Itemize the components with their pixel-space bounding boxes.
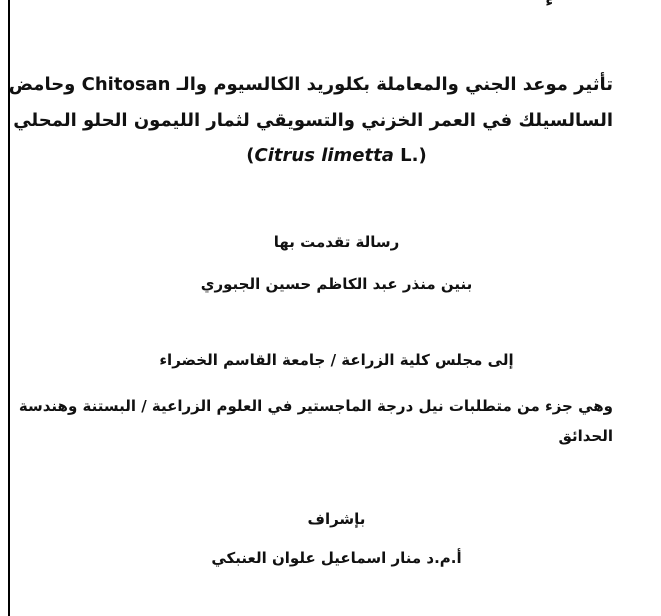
thesis-title-page bbox=[8, 0, 613, 616]
thesis-label: رسالة تقدمت بها bbox=[273, 233, 400, 251]
title-chitosan: Chitosan bbox=[81, 74, 171, 95]
top-text-fragment: ء bbox=[545, 0, 553, 10]
council-line: إلى مجلس كلية الزراعة / جامعة القاسم الخضراء bbox=[159, 351, 514, 369]
supervisor-name: أ.م.د منار اسماعيل علوان العنبكي bbox=[211, 549, 462, 567]
supervision-label: بإشراف bbox=[307, 510, 366, 528]
requirement-line-2: الحدائق bbox=[558, 427, 613, 445]
species-author: L. bbox=[400, 145, 419, 166]
title-line-3 bbox=[60, 145, 613, 166]
species-name: Citrus limetta bbox=[254, 145, 394, 166]
species-name-group bbox=[246, 145, 426, 166]
title-line-1 bbox=[8, 74, 613, 95]
close-paren: ) bbox=[418, 145, 427, 166]
title-line-1-part-a: تأثير موعد الجني والمعاملة بكلوريد الكالسيوم والـ bbox=[176, 74, 613, 95]
requirement-line-1: وهي جزء من متطلبات نيل درجة الماجستير في العلوم الزراعية / البستنة وهندسة bbox=[18, 397, 613, 415]
title-line-2: السالسيلك في العمر الخزني والتسويقي لثمار الليمون الحلو المحلي bbox=[13, 110, 613, 131]
author-name: بنين منذر عبد الكاظم حسين الجبوري bbox=[200, 275, 473, 293]
open-paren: ( bbox=[246, 145, 255, 166]
title-line-1-part-b: وحامض bbox=[8, 74, 76, 95]
